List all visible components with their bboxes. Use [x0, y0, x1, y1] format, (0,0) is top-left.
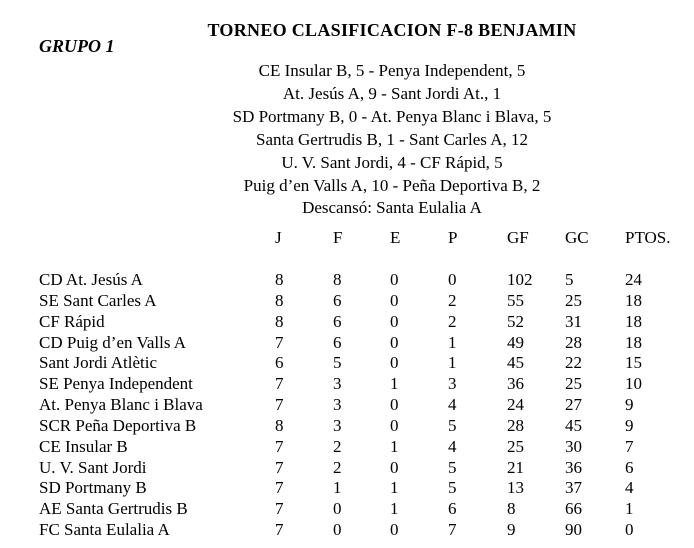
points-value: 18 — [625, 290, 642, 310]
lost-value: 6 — [448, 499, 457, 519]
points-value: 1 — [625, 499, 634, 519]
table-row — [39, 478, 694, 499]
drawn-value: 0 — [390, 457, 399, 477]
won-value: 6 — [333, 332, 342, 352]
goals-against-value: 25 — [565, 290, 582, 310]
won-value: 1 — [333, 478, 342, 498]
won-value: 5 — [333, 353, 342, 373]
goals-against-value: 5 — [565, 270, 574, 289]
team-name: At. Penya Blanc i Blava — [39, 395, 203, 415]
team-name: AE Santa Gertrudis B — [39, 499, 188, 519]
points-value: 18 — [625, 311, 642, 331]
won-value: 2 — [333, 457, 342, 477]
team-name: SE Sant Carles A — [39, 290, 157, 310]
match-result-line: Puig d’en Valls A, 10 - Peña Deportiva B, 2 — [243, 175, 541, 195]
lost-value: 3 — [448, 374, 457, 394]
standings-header-won: F — [333, 228, 343, 247]
table-row — [39, 333, 694, 354]
won-value: 2 — [333, 436, 342, 456]
points-value: 10 — [625, 374, 642, 394]
goals-for-value: 45 — [507, 353, 524, 373]
standings-header-team — [39, 227, 275, 248]
goals-against-value: 36 — [565, 457, 582, 477]
drawn-value: 1 — [390, 499, 399, 519]
table-row — [39, 416, 694, 437]
played-value: 8 — [275, 290, 284, 310]
won-value: 3 — [333, 415, 342, 435]
table-row — [39, 520, 694, 541]
lost-value: 2 — [448, 290, 457, 310]
match-result-line: U. V. Sant Jordi, 4 - CF Rápid, 5 — [281, 152, 503, 172]
played-value: 6 — [275, 353, 284, 373]
lost-value: 5 — [448, 415, 457, 435]
won-value: 6 — [333, 290, 342, 310]
table-row — [39, 499, 694, 520]
lost-value: 1 — [448, 332, 457, 352]
team-name: SD Portmany B — [39, 478, 147, 498]
goals-for-value: 21 — [507, 457, 524, 477]
lost-value: 4 — [448, 395, 457, 415]
match-result-line: Descansó: Santa Eulalia A — [302, 198, 482, 218]
lost-value: 4 — [448, 436, 457, 456]
standings-header-goals-against: GC — [565, 228, 589, 247]
match-result-line: At. Jesús A, 9 - Sant Jordi At., 1 — [282, 83, 502, 103]
points-value: 4 — [625, 478, 634, 498]
match-results-list — [90, 60, 694, 220]
goals-against-value: 30 — [565, 436, 582, 456]
points-value: 0 — [625, 520, 634, 540]
drawn-value: 0 — [390, 353, 399, 373]
goals-against-value: 25 — [565, 374, 582, 394]
goals-for-value: 52 — [507, 311, 524, 331]
goals-for-value: 28 — [507, 415, 524, 435]
played-value: 7 — [275, 478, 284, 498]
played-value: 7 — [275, 395, 284, 415]
team-name: SCR Peña Deportiva B — [39, 415, 197, 435]
points-value: 6 — [625, 457, 634, 477]
standings-table-body — [39, 270, 694, 541]
goals-for-value: 8 — [507, 499, 516, 519]
drawn-value: 0 — [390, 395, 399, 415]
goals-for-value: 36 — [507, 374, 524, 394]
match-result-line: SD Portmany B, 0 - At. Penya Blanc i Blava, 5 — [232, 106, 552, 126]
drawn-value: 0 — [390, 311, 399, 331]
lost-value: 7 — [448, 520, 457, 540]
drawn-value: 0 — [390, 520, 399, 540]
drawn-value: 1 — [390, 436, 399, 456]
team-name: Sant Jordi Atlètic — [39, 353, 158, 373]
goals-against-value: 22 — [565, 353, 582, 373]
table-row — [39, 270, 694, 291]
table-row — [39, 395, 694, 416]
team-name: SE Penya Independent — [39, 374, 193, 394]
goals-against-value: 28 — [565, 332, 582, 352]
goals-against-value: 31 — [565, 311, 582, 331]
goals-for-value: 9 — [507, 520, 516, 540]
table-row — [39, 437, 694, 458]
team-name: CD Puig d’en Valls A — [39, 332, 187, 352]
match-result-line: CE Insular B, 5 - Penya Independent, 5 — [258, 61, 526, 80]
drawn-value: 0 — [390, 415, 399, 435]
won-value: 3 — [333, 374, 342, 394]
standings-header-played: J — [275, 228, 282, 247]
table-row — [39, 374, 694, 395]
drawn-value: 1 — [390, 374, 399, 394]
points-value: 9 — [625, 395, 634, 415]
drawn-value: 0 — [390, 290, 399, 310]
goals-for-value: 13 — [507, 478, 524, 498]
played-value: 7 — [275, 374, 284, 394]
goals-against-value: 45 — [565, 415, 582, 435]
played-value: 8 — [275, 311, 284, 331]
points-value: 9 — [625, 415, 634, 435]
lost-value: 0 — [448, 270, 457, 289]
played-value: 7 — [275, 520, 284, 540]
match-result-line: Santa Gertrudis B, 1 - Sant Carles A, 12 — [256, 129, 528, 149]
goals-for-value: 25 — [507, 436, 524, 456]
team-name: U. V. Sant Jordi — [39, 457, 147, 477]
goals-for-value: 102 — [507, 270, 533, 289]
page-title: TORNEO CLASIFICACION F-8 BENJAMIN — [207, 20, 577, 40]
lost-value: 5 — [448, 457, 457, 477]
points-value: 15 — [625, 353, 642, 373]
played-value: 8 — [275, 270, 284, 289]
played-value: 7 — [275, 332, 284, 352]
lost-value: 1 — [448, 353, 457, 373]
standings-header-drawn: E — [390, 228, 401, 247]
won-value: 8 — [333, 270, 342, 289]
goals-for-value: 49 — [507, 332, 524, 352]
drawn-value: 0 — [390, 332, 399, 352]
table-row — [39, 458, 694, 479]
standings-header-lost: P — [448, 228, 458, 247]
goals-for-value: 55 — [507, 290, 524, 310]
won-value: 0 — [333, 520, 342, 540]
team-name: CE Insular B — [39, 436, 128, 456]
standings-header-goals-for: GF — [507, 228, 529, 247]
drawn-value: 0 — [390, 270, 399, 289]
won-value: 0 — [333, 499, 342, 519]
standings-header-points: PTOS. — [625, 228, 671, 247]
lost-value: 5 — [448, 478, 457, 498]
played-value: 7 — [275, 499, 284, 519]
standings-header-row — [39, 227, 694, 248]
lost-value: 2 — [448, 311, 457, 331]
won-value: 3 — [333, 395, 342, 415]
points-value: 7 — [625, 436, 634, 456]
team-name: FC Santa Eulalia A — [39, 520, 170, 540]
won-value: 6 — [333, 311, 342, 331]
played-value: 8 — [275, 415, 284, 435]
goals-against-value: 90 — [565, 520, 582, 540]
goals-against-value: 27 — [565, 395, 582, 415]
points-value: 24 — [625, 270, 642, 289]
table-row — [39, 312, 694, 333]
table-row — [39, 353, 694, 374]
played-value: 7 — [275, 457, 284, 477]
drawn-value: 1 — [390, 478, 399, 498]
goals-for-value: 24 — [507, 395, 524, 415]
played-value: 7 — [275, 436, 284, 456]
points-value: 18 — [625, 332, 642, 352]
team-name: CF Rápid — [39, 311, 105, 331]
goals-against-value: 66 — [565, 499, 582, 519]
group-label: GRUPO 1 — [39, 36, 115, 56]
table-row — [39, 291, 694, 312]
team-name: CD At. Jesús A — [39, 270, 143, 289]
goals-against-value: 37 — [565, 478, 582, 498]
